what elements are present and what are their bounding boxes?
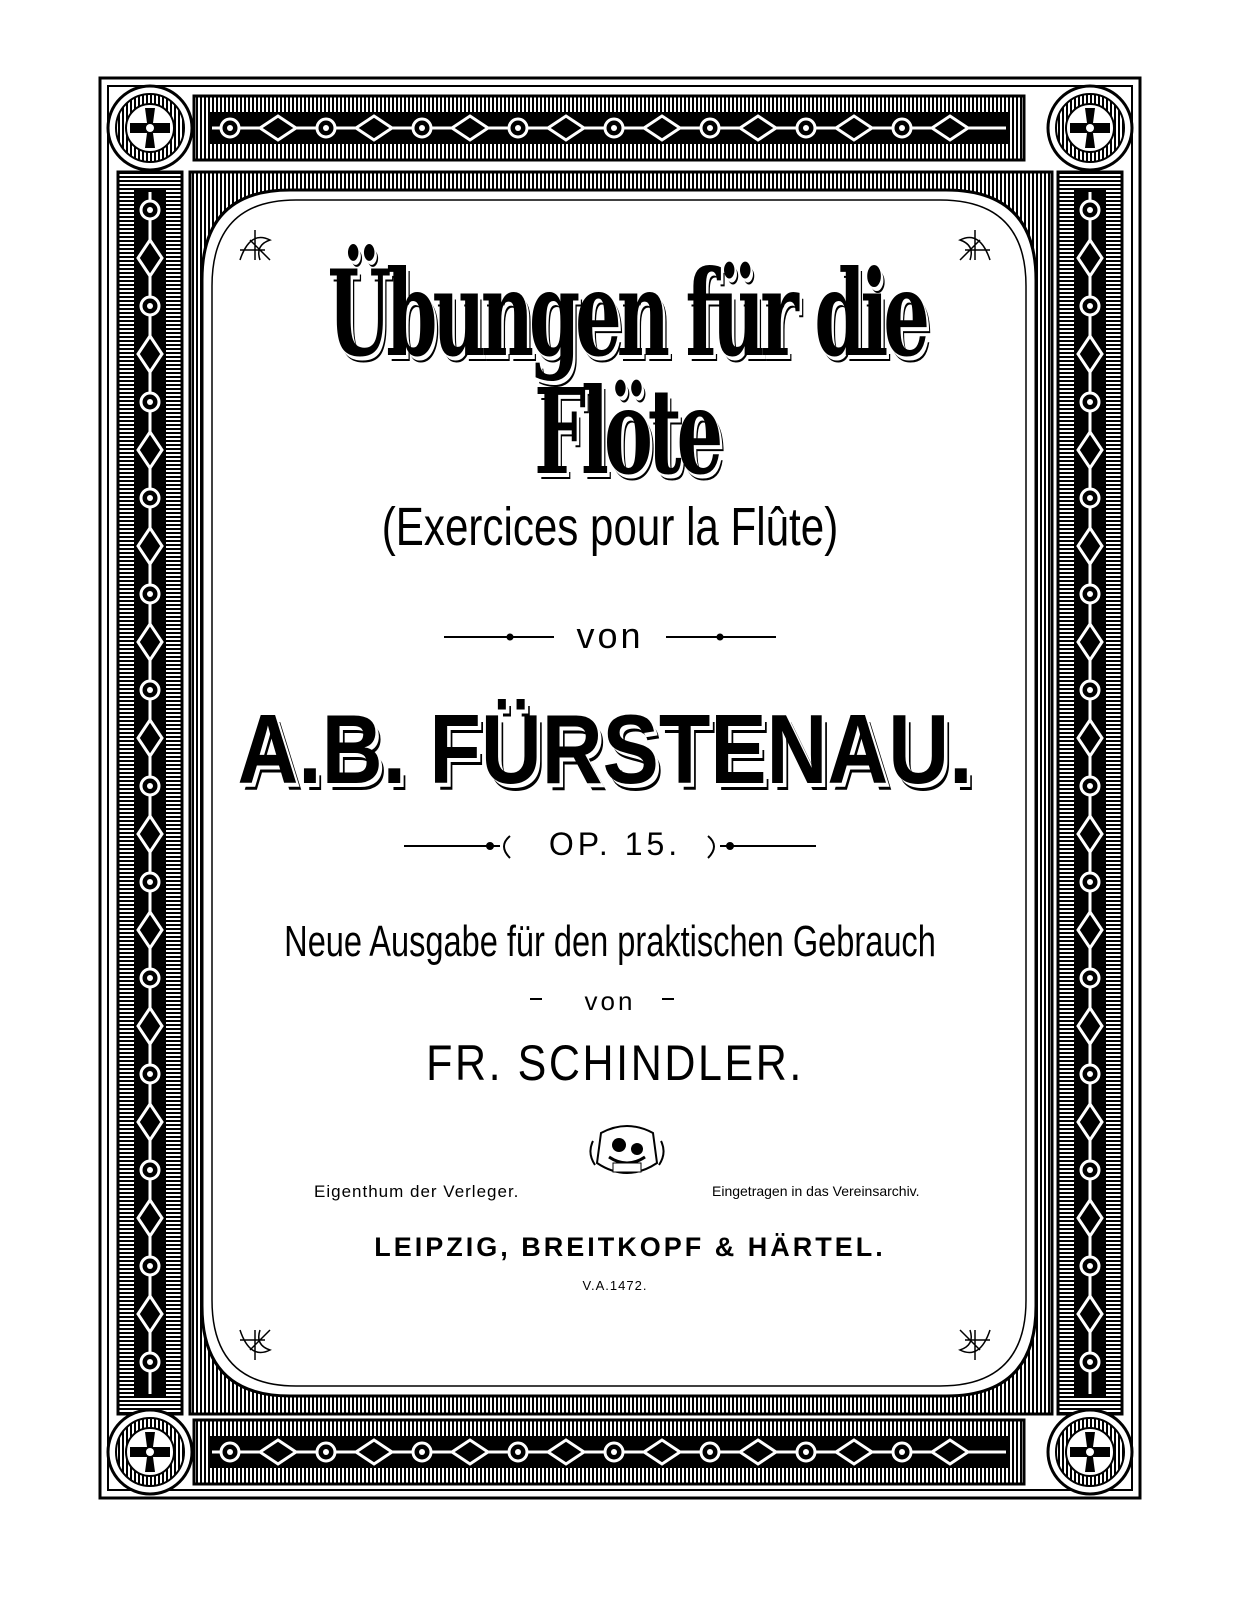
plate-number: V.A.1472. <box>582 1278 648 1293</box>
registration-notice: Eingetragen in das Vereinsarchiv. <box>712 1183 920 1199</box>
editor-name: FR. SCHINDLER. <box>426 1035 804 1091</box>
work-title: Übungen für die Flöte <box>327 244 925 501</box>
by-label: von <box>576 615 644 656</box>
ownership-notice: Eigenthum der Verleger. <box>314 1182 520 1201</box>
publisher-imprint: LEIPZIG, BREITKOPF & HÄRTEL. <box>374 1232 886 1262</box>
composer-name: A.B. FÜRSTENAU. <box>237 694 973 804</box>
opus-number: OP. 15. <box>548 826 682 862</box>
editor-by-label: von <box>584 986 636 1016</box>
publisher-emblem <box>590 1126 663 1173</box>
edition-note: Neue Ausgabe für den praktischen Gebrauch <box>284 917 936 966</box>
french-subtitle: (Exercices pour la Flûte) <box>381 497 839 557</box>
